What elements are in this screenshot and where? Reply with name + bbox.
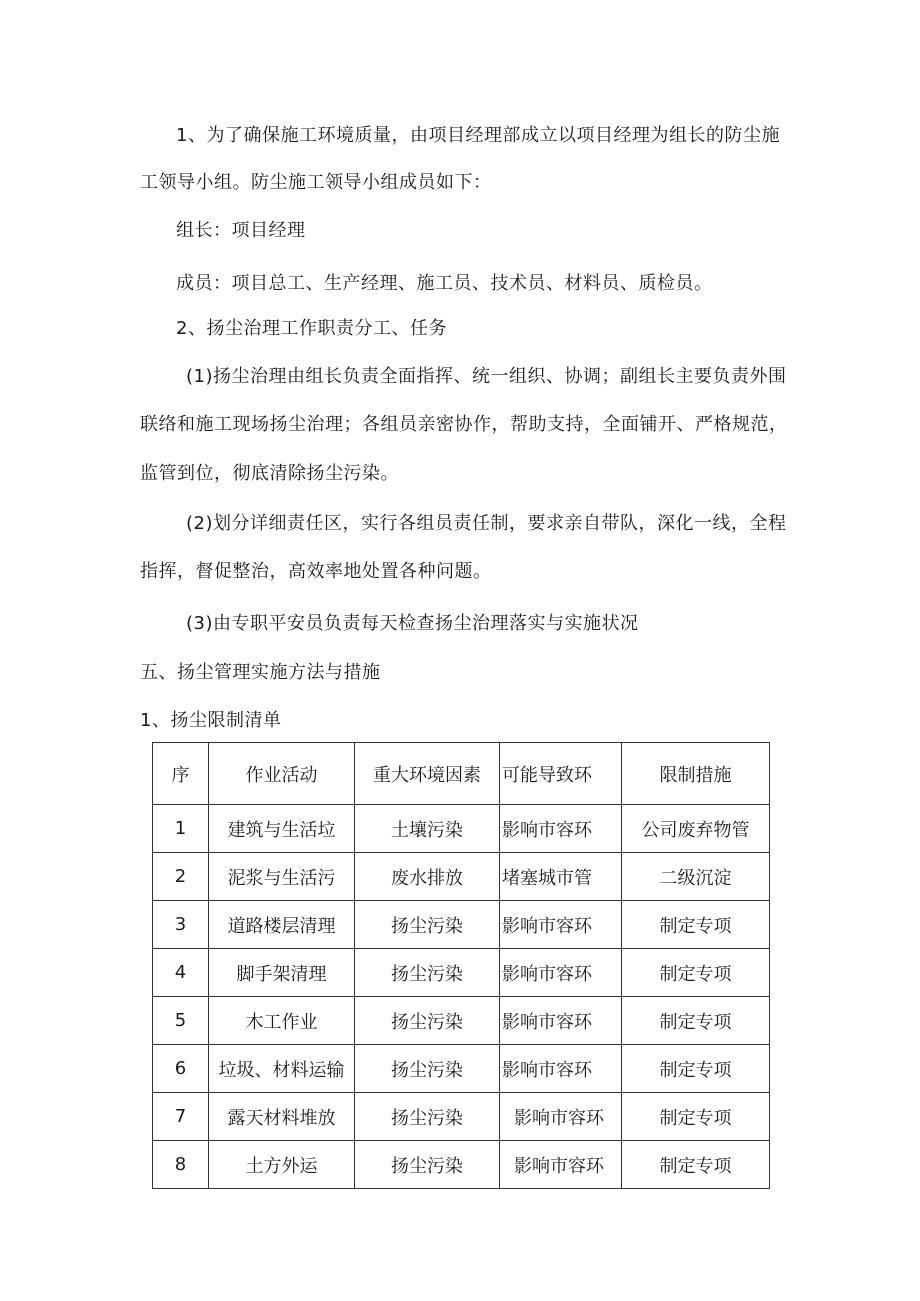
section-2-title: 2、扬尘治理工作职责分工、任务 (176, 318, 447, 339)
cell-control: 制定专项 (622, 1141, 770, 1189)
cell-activity: 泥浆与生活污 (209, 853, 355, 901)
cell-impact: 影响市容环 (500, 1093, 622, 1141)
cell-factor: 土壤污染 (355, 805, 500, 853)
paragraph-1-line-2: 工领导小组。防尘施工领导小组成员如下： (140, 172, 492, 193)
table-row (153, 949, 770, 997)
cell-impact: 影响市容环 (500, 997, 622, 1045)
cell-impact: 影响市容环 (500, 805, 622, 853)
item-2-line-1: (2)划分详细责任区，实行各组员责任制，要求亲自带队，深化一线，全程 (186, 513, 787, 534)
cell-factor: 扬尘污染 (355, 1141, 500, 1189)
table-row (153, 901, 770, 949)
cell-impact: 堵塞城市管 (500, 853, 622, 901)
members-line: 成员：项目总工、生产经理、施工员、技术员、材料员、质检员。 (176, 273, 713, 294)
cell-num: 4 (153, 949, 209, 997)
cell-factor: 扬尘污染 (355, 997, 500, 1045)
cell-activity: 建筑与生活垃 (209, 805, 355, 853)
cell-factor: 扬尘污染 (355, 1045, 500, 1093)
table-row (153, 805, 770, 853)
table-row (153, 1141, 770, 1189)
item-1-line-1: (1)扬尘治理由组长负责全面指挥、统一组织、协调；副组长主要负责外围 (186, 366, 787, 387)
dust-control-table (152, 742, 770, 1189)
table-header-row (153, 743, 770, 805)
cell-activity: 垃圾、材料运输 (209, 1045, 355, 1093)
header-control: 限制措施 (622, 743, 770, 805)
cell-control: 制定专项 (622, 1093, 770, 1141)
cell-activity: 脚手架清理 (209, 949, 355, 997)
cell-impact: 影响市容环 (500, 901, 622, 949)
cell-control: 二级沉淀 (622, 853, 770, 901)
section-5-heading: 五、扬尘管理实施方法与措施 (140, 662, 381, 683)
cell-control: 制定专项 (622, 901, 770, 949)
cell-impact: 影响市容环 (500, 949, 622, 997)
item-1-line-2: 联络和施工现场扬尘治理；各组员亲密协作，帮助支持，全面铺开、严格规范， (140, 414, 788, 435)
cell-impact: 影响市容环 (500, 1141, 622, 1189)
paragraph-1-line-1: 1、为了确保施工环境质量，由项目经理部成立以项目经理为组长的防尘施 (176, 125, 780, 146)
cell-factor: 废水排放 (355, 853, 500, 901)
cell-num: 6 (153, 1045, 209, 1093)
cell-factor: 扬尘污染 (355, 1093, 500, 1141)
cell-num: 2 (153, 853, 209, 901)
cell-control: 制定专项 (622, 1045, 770, 1093)
cell-control: 公司废弃物管 (622, 805, 770, 853)
item-1-line-3: 监管到位，彻底清除扬尘污染。 (140, 463, 399, 484)
table-row (153, 1045, 770, 1093)
cell-activity: 露天材料堆放 (209, 1093, 355, 1141)
cell-control: 制定专项 (622, 949, 770, 997)
table-row (153, 1093, 770, 1141)
table-row (153, 853, 770, 901)
cell-factor: 扬尘污染 (355, 901, 500, 949)
cell-num: 1 (153, 805, 209, 853)
header-num: 序 (153, 743, 209, 805)
item-2-line-2: 指挥，督促整治，高效率地处置各种问题。 (140, 561, 492, 582)
header-factor: 重大环境因素 (355, 743, 500, 805)
cell-activity: 木工作业 (209, 997, 355, 1045)
leader-line: 组长：项目经理 (176, 220, 306, 241)
cell-num: 7 (153, 1093, 209, 1141)
cell-activity: 土方外运 (209, 1141, 355, 1189)
cell-factor: 扬尘污染 (355, 949, 500, 997)
dust-control-list-title: 1、扬尘限制清单 (140, 710, 282, 731)
cell-impact: 影响市容环 (500, 1045, 622, 1093)
header-impact: 可能导致环 (500, 743, 622, 805)
cell-num: 3 (153, 901, 209, 949)
cell-control: 制定专项 (622, 997, 770, 1045)
header-activity: 作业活动 (209, 743, 355, 805)
table-row (153, 997, 770, 1045)
cell-activity: 道路楼层清理 (209, 901, 355, 949)
cell-num: 8 (153, 1141, 209, 1189)
item-3-line-1: (3)由专职平安员负责每天检查扬尘治理落实与实施状况 (186, 613, 639, 634)
cell-num: 5 (153, 997, 209, 1045)
